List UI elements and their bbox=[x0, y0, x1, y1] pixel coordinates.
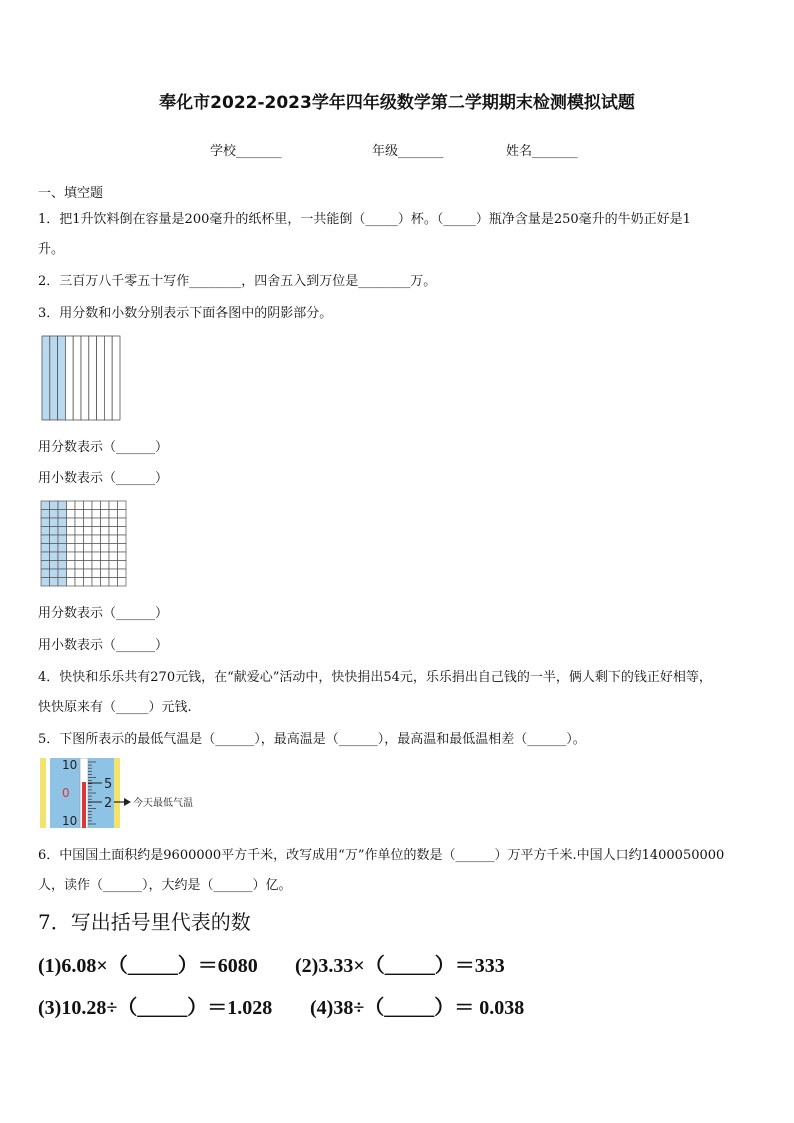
grid-cell bbox=[101, 544, 110, 553]
grid-cell bbox=[101, 535, 110, 544]
q3-fig2-fraction: 用分数表示（______） bbox=[38, 606, 169, 621]
section-heading: 一、填空题 bbox=[38, 186, 104, 201]
grid-cell bbox=[67, 561, 76, 570]
thermo-caption: 今天最低气温 bbox=[133, 798, 193, 809]
q6-line1: 6．中国国土面积约是9600000平方千米，改写成用“万”作单位的数是（______）万平方千米.中国人口约1400050000 bbox=[38, 848, 725, 863]
grid-cell bbox=[50, 527, 59, 536]
grid-cell bbox=[92, 527, 101, 536]
grid-cell bbox=[101, 552, 110, 561]
grid-cell bbox=[75, 535, 84, 544]
grid-cell bbox=[84, 552, 93, 561]
grid-cell bbox=[118, 569, 127, 578]
grid-cell bbox=[118, 561, 127, 570]
grid-cell bbox=[41, 501, 50, 510]
grid-cell bbox=[41, 544, 50, 553]
q6-line2: 人，读作（______），大约是（______）亿。 bbox=[38, 878, 292, 893]
grid-cell bbox=[67, 552, 76, 561]
thermo-mark-low: 2 bbox=[104, 796, 113, 811]
grid-cell bbox=[109, 578, 118, 587]
grid-cell bbox=[92, 510, 101, 519]
grid-cell bbox=[118, 510, 127, 519]
grid-cell bbox=[50, 552, 59, 561]
grid-cell bbox=[58, 527, 67, 536]
strip-cell bbox=[65, 336, 73, 420]
grid-cell bbox=[92, 569, 101, 578]
grid-cell bbox=[109, 501, 118, 510]
q3-fig1-fraction: 用分数表示（______） bbox=[38, 440, 169, 455]
grid-cell bbox=[118, 501, 127, 510]
grid-cell bbox=[109, 535, 118, 544]
grid-cell bbox=[50, 510, 59, 519]
strip-cell bbox=[50, 336, 58, 420]
grid-cell bbox=[118, 552, 127, 561]
thermo-mercury bbox=[82, 782, 86, 828]
grid-cell bbox=[67, 569, 76, 578]
q3-figure-grid bbox=[40, 500, 128, 588]
q7-part3: (3)10.28÷（_____）＝1.028 bbox=[38, 997, 273, 1019]
grid-cell bbox=[109, 518, 118, 527]
grid-cell bbox=[58, 578, 67, 587]
q7-part2: (2)3.33×（_____）＝333 bbox=[295, 955, 505, 977]
grid-cell bbox=[50, 535, 59, 544]
grid-cell bbox=[84, 561, 93, 570]
grid-cell bbox=[75, 510, 84, 519]
grid-cell bbox=[75, 552, 84, 561]
grid-cell bbox=[84, 535, 93, 544]
grid-cell bbox=[41, 561, 50, 570]
grid-cell bbox=[75, 544, 84, 553]
grid-cell bbox=[58, 535, 67, 544]
school-field: 学校_______ bbox=[210, 144, 282, 159]
grid-cell bbox=[101, 569, 110, 578]
grid-cell bbox=[109, 552, 118, 561]
grid-cell bbox=[50, 501, 59, 510]
q7-part4: (4)38÷（_____）＝ 0.038 bbox=[310, 997, 525, 1019]
grid-cell bbox=[75, 578, 84, 587]
grid-cell bbox=[92, 518, 101, 527]
grid-cell bbox=[50, 544, 59, 553]
q7-heading: 7．写出括号里代表的数 bbox=[38, 910, 251, 934]
strip-cell bbox=[58, 336, 66, 420]
grid-cell bbox=[118, 544, 127, 553]
q1-line1: 1．把1升饮料倒在容量是200毫升的纸杯里，一共能倒（_____）杯。（_____）瓶净含量是250毫升的牛奶正好是1 bbox=[38, 212, 691, 227]
grid-cell bbox=[101, 510, 110, 519]
grid-cell bbox=[118, 518, 127, 527]
grid-cell bbox=[67, 544, 76, 553]
grid-cell bbox=[41, 518, 50, 527]
grid-cell bbox=[84, 578, 93, 587]
grid-cell bbox=[41, 535, 50, 544]
q3-line1: 3．用分数和小数分别表示下面各图中的阴影部分。 bbox=[38, 306, 333, 321]
strip-cell bbox=[81, 336, 89, 420]
grid-cell bbox=[109, 569, 118, 578]
grid-cell bbox=[67, 578, 76, 587]
grid-cell bbox=[92, 535, 101, 544]
grid-cell bbox=[84, 569, 93, 578]
grid-cell bbox=[67, 518, 76, 527]
q5-line1: 5．下图所表示的最低气温是（______），最高温是（______），最高温和最低温相差（______）。 bbox=[38, 732, 586, 747]
grid-cell bbox=[41, 552, 50, 561]
grid-cell bbox=[109, 527, 118, 536]
grid-cell bbox=[67, 527, 76, 536]
thermo-left-band bbox=[40, 758, 46, 828]
page-title: 奉化市2022-2023学年四年级数学第二学期期末检测模拟试题 bbox=[159, 93, 635, 113]
grid-cell bbox=[118, 527, 127, 536]
grid-cell bbox=[50, 569, 59, 578]
q3-fig1-decimal: 用小数表示（______） bbox=[38, 471, 169, 486]
grid-cell bbox=[92, 578, 101, 587]
q4-line1: 4．快快和乐乐共有270元钱，在“献爱心”活动中，快快捐出54元，乐乐捐出自己钱的一半，俩人剩下的钱正好相等， bbox=[38, 670, 712, 685]
strip-cell bbox=[97, 336, 105, 420]
grid-cell bbox=[101, 561, 110, 570]
grid-cell bbox=[101, 578, 110, 587]
strip-cell bbox=[89, 336, 97, 420]
thermo-right-band bbox=[114, 758, 120, 828]
grid-cell bbox=[75, 561, 84, 570]
grid-cell bbox=[101, 527, 110, 536]
grid-cell bbox=[50, 578, 59, 587]
grade-field: 年级_______ bbox=[372, 144, 444, 159]
grid-cell bbox=[92, 561, 101, 570]
thermo-label-zero: 0 bbox=[62, 786, 70, 800]
grid-cell bbox=[67, 501, 76, 510]
q3-figure-strips bbox=[40, 334, 122, 422]
name-field: 姓名_______ bbox=[506, 144, 578, 159]
grid-cell bbox=[84, 544, 93, 553]
grid-cell bbox=[67, 535, 76, 544]
strip-cell bbox=[42, 336, 50, 420]
grid-cell bbox=[92, 501, 101, 510]
grid-cell bbox=[58, 510, 67, 519]
q2-line1: 2．三百万八千零五十写作________，四舍五入到万位是________万。 bbox=[38, 274, 437, 289]
strip-cell bbox=[112, 336, 120, 420]
grid-cell bbox=[101, 518, 110, 527]
thermo-label-bottom: 10 bbox=[62, 814, 78, 828]
grid-cell bbox=[92, 552, 101, 561]
thermo-gap bbox=[46, 758, 50, 828]
grid-cell bbox=[58, 501, 67, 510]
q3-fig2-decimal: 用小数表示（______） bbox=[38, 638, 169, 653]
grid-cell bbox=[84, 510, 93, 519]
thermo-label-top: 10 bbox=[62, 758, 78, 772]
grid-cell bbox=[84, 527, 93, 536]
grid-cell bbox=[50, 518, 59, 527]
grid-cell bbox=[109, 510, 118, 519]
grid-cell bbox=[101, 501, 110, 510]
strip-cell bbox=[73, 336, 81, 420]
grid-cell bbox=[75, 501, 84, 510]
q1-line2: 升。 bbox=[38, 242, 65, 257]
grid-cell bbox=[50, 561, 59, 570]
grid-cell bbox=[75, 518, 84, 527]
grid-cell bbox=[41, 569, 50, 578]
grid-cell bbox=[58, 544, 67, 553]
grid-cell bbox=[58, 518, 67, 527]
q5-thermometer bbox=[40, 758, 210, 828]
grid-cell bbox=[118, 535, 127, 544]
grid-cell bbox=[41, 527, 50, 536]
grid-cell bbox=[41, 510, 50, 519]
grid-cell bbox=[58, 561, 67, 570]
thermo-mark-high: 5 bbox=[104, 777, 113, 792]
grid-cell bbox=[75, 527, 84, 536]
grid-cell bbox=[67, 510, 76, 519]
q4-line2: 快快原来有（_____）元钱. bbox=[38, 700, 192, 715]
grid-cell bbox=[118, 578, 127, 587]
grid-cell bbox=[41, 578, 50, 587]
grid-cell bbox=[84, 501, 93, 510]
grid-cell bbox=[58, 552, 67, 561]
grid-cell bbox=[109, 561, 118, 570]
grid-cell bbox=[75, 569, 84, 578]
grid-cell bbox=[92, 544, 101, 553]
thermo-arrow-head bbox=[124, 798, 131, 806]
q7-part1: (1)6.08×（_____）＝6080 bbox=[38, 955, 258, 977]
grid-cell bbox=[84, 518, 93, 527]
grid-cell bbox=[109, 544, 118, 553]
strip-cell bbox=[104, 336, 112, 420]
grid-cell bbox=[58, 569, 67, 578]
